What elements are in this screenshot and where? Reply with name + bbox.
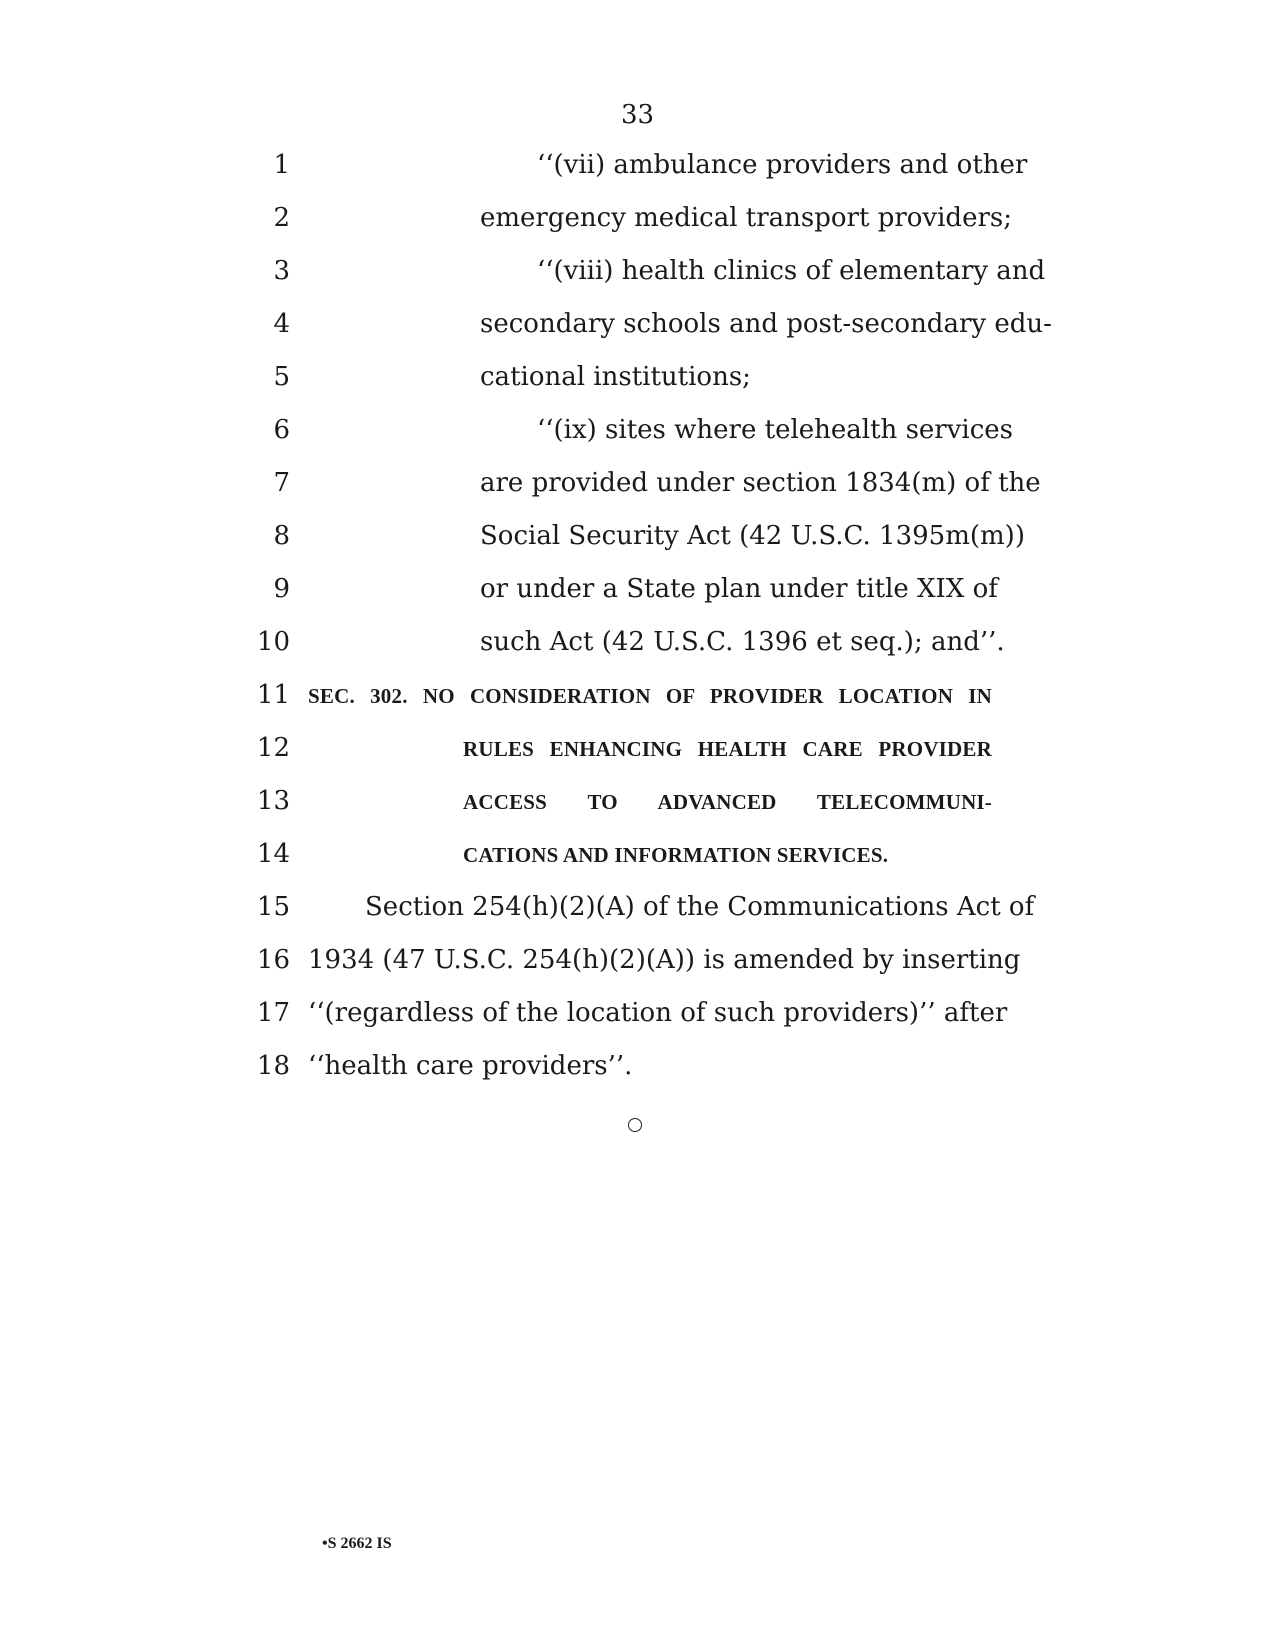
line-number: 11 — [256, 680, 290, 710]
line-number: 9 — [273, 574, 290, 604]
line-number: 10 — [256, 627, 290, 657]
section-heading: RULES ENHANCING HEALTH CARE PROVIDER — [463, 737, 992, 761]
clause-viii-line: secondary schools and post-secondary edu- — [480, 309, 1052, 339]
line-number: 12 — [256, 733, 290, 763]
clause-viii-line: cational institutions; — [480, 362, 751, 392]
line-number: 14 — [256, 839, 290, 869]
line-number: 13 — [256, 786, 290, 816]
section-body-line: ‘‘(regardless of the location of such providers)’’ after — [308, 998, 1008, 1028]
line-number: 18 — [256, 1051, 290, 1081]
section-heading: ACCESS TO ADVANCED TELECOMMUNI- — [463, 790, 992, 814]
clause-ix-line: Social Security Act (42 U.S.C. 1395m(m)) — [480, 521, 1025, 551]
clause-vii-line: ‘‘(vii) ambulance providers and other — [537, 150, 1028, 180]
bill-identifier: •S 2662 IS — [322, 1535, 392, 1552]
section-body-line: 1934 (47 U.S.C. 254(h)(2)(A)) is amended by inserting — [308, 945, 1021, 975]
line-number: 15 — [256, 892, 290, 922]
line-number: 3 — [273, 256, 290, 286]
line-number: 16 — [256, 945, 290, 975]
clause-ix-line: ‘‘(ix) sites where telehealth services — [537, 415, 1014, 445]
end-of-document-circle-icon — [628, 1118, 642, 1132]
page-number: 33 — [620, 100, 655, 130]
line-number: 1 — [273, 150, 290, 180]
clause-ix-line: or under a State plan under title XIX of — [480, 574, 998, 604]
section-body-line: ‘‘health care providers’’. — [308, 1051, 633, 1081]
line-number: 4 — [273, 309, 290, 339]
section-body-line: Section 254(h)(2)(A) of the Communications Act of — [365, 892, 1035, 922]
line-number: 6 — [273, 415, 290, 445]
section-heading: CATIONS AND INFORMATION SERVICES. — [463, 843, 889, 867]
clause-viii-line: ‘‘(viii) health clinics of elementary and — [537, 256, 1046, 286]
clause-vii-line: emergency medical transport providers; — [480, 203, 1012, 233]
section-heading: SEC. 302. NO CONSIDERATION OF PROVIDER LOCATION IN — [308, 684, 992, 708]
line-number: 8 — [273, 521, 290, 551]
line-number: 5 — [273, 362, 290, 392]
clause-ix-line: such Act (42 U.S.C. 1396 et seq.); and’’. — [480, 627, 1005, 657]
line-number: 7 — [273, 468, 290, 498]
line-number: 17 — [256, 998, 290, 1028]
line-number: 2 — [273, 203, 290, 233]
clause-ix-line: are provided under section 1834(m) of the — [480, 468, 1041, 498]
